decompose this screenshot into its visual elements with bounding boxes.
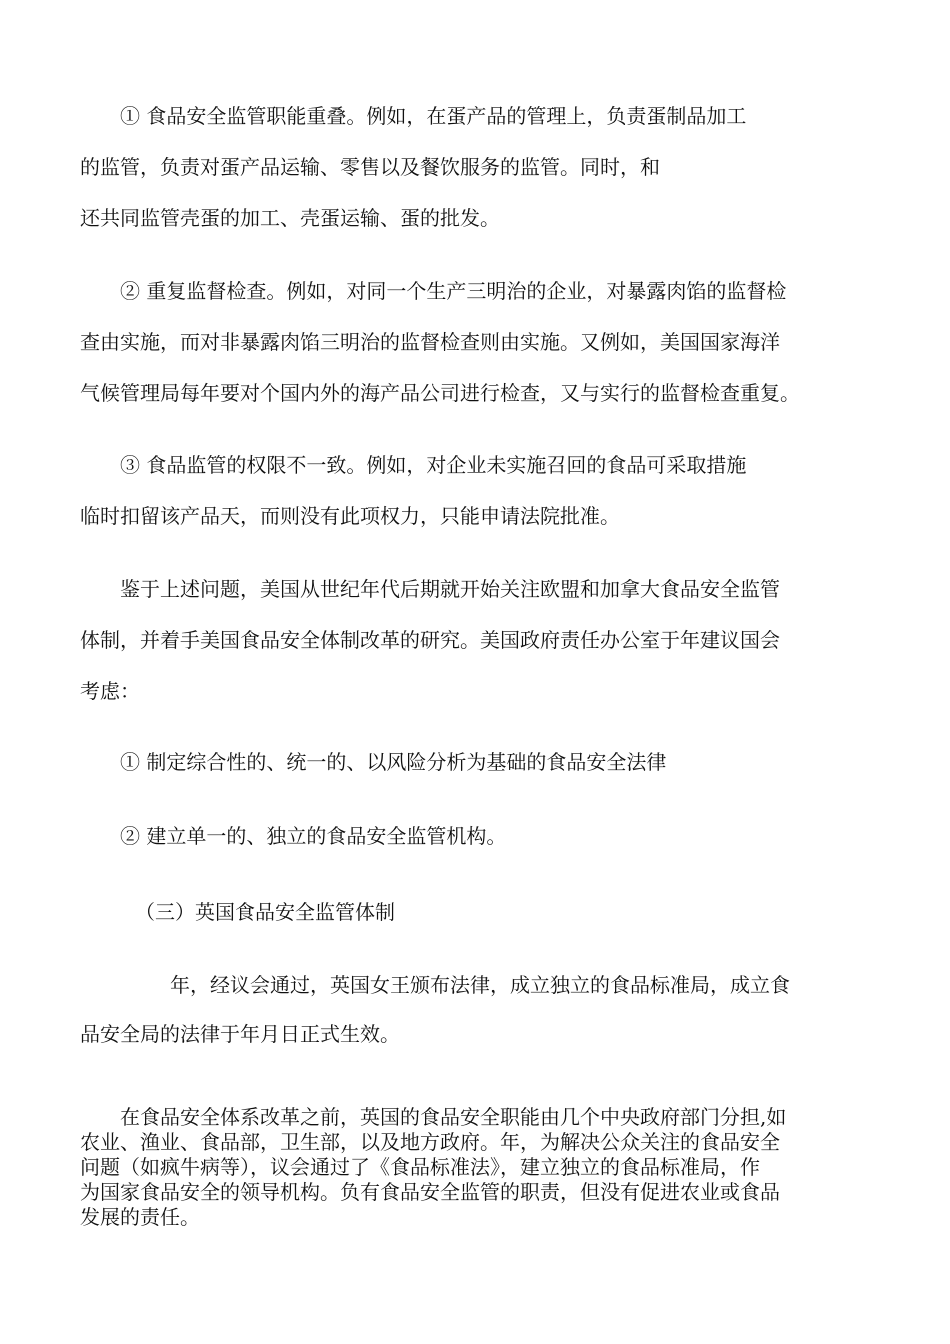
- paragraph-1-line-3: 还共同监管壳蛋的加工、壳蛋运输、蛋的批发。: [80, 206, 500, 230]
- paragraph-2-line-2: 查由实施，而对非暴露肉馅三明治的监督检查则由实施。又例如，美国国家海洋: [80, 330, 780, 354]
- list-item-1: ① 制定综合性的、统一的、以风险分析为基础的食品安全法律: [120, 750, 667, 774]
- paragraph-4-line-1: 鉴于上述问题，美国从世纪年代后期就开始关注欧盟和加拿大食品安全监管: [120, 577, 780, 601]
- paragraph-6-line-1: 在食品安全体系改革之前，英国的食品安全职能由几个中央政府部门分担,如: [120, 1105, 787, 1129]
- paragraph-4-line-3: 考虑：: [80, 679, 140, 703]
- paragraph-6-line-4: 为国家食品安全的领导机构。负有食品安全监管的职责，但没有促进农业或食品: [80, 1180, 780, 1204]
- paragraph-6-line-3: 问题（如疯牛病等），议会通过了《食品标准法》，建立独立的食品标准局，作: [80, 1155, 760, 1179]
- paragraph-6-line-2: 农业、渔业、食品部，卫生部，以及地方政府。年，为解决公众关注的食品安全: [80, 1130, 780, 1154]
- paragraph-1-line-2: 的监管，负责对蛋产品运输、零售以及餐饮服务的监管。同时，和: [80, 155, 660, 179]
- paragraph-2-line-1: ② 重复监督检查。例如，对同一个生产三明治的企业，对暴露肉馅的监督检: [120, 279, 787, 303]
- paragraph-6-line-5: 发展的责任。: [80, 1205, 200, 1229]
- list-item-2: ② 建立单一的、独立的食品安全监管机构。: [120, 824, 507, 848]
- paragraph-3-line-1: ③ 食品监管的权限不一致。例如，对企业未实施召回的食品可采取措施: [120, 453, 747, 477]
- paragraph-5-line-1: 年，经议会通过，英国女王颁布法律，成立独立的食品标准局，成立食: [170, 973, 790, 997]
- paragraph-4-line-2: 体制，并着手美国食品安全体制改革的研究。美国政府责任办公室于年建议国会: [80, 628, 780, 652]
- section-heading: （三）英国食品安全监管体制: [135, 900, 395, 924]
- paragraph-2-line-3: 气候管理局每年要对个国内外的海产品公司进行检查，又与实行的监督检查重复。: [80, 381, 800, 405]
- paragraph-1-line-1: ① 食品安全监管职能重叠。例如，在蛋产品的管理上，负责蛋制品加工: [120, 104, 747, 128]
- paragraph-5-line-2: 品安全局的法律于年月日正式生效。: [80, 1022, 400, 1046]
- paragraph-3-line-2: 临时扣留该产品天，而则没有此项权力，只能申请法院批准。: [80, 504, 620, 528]
